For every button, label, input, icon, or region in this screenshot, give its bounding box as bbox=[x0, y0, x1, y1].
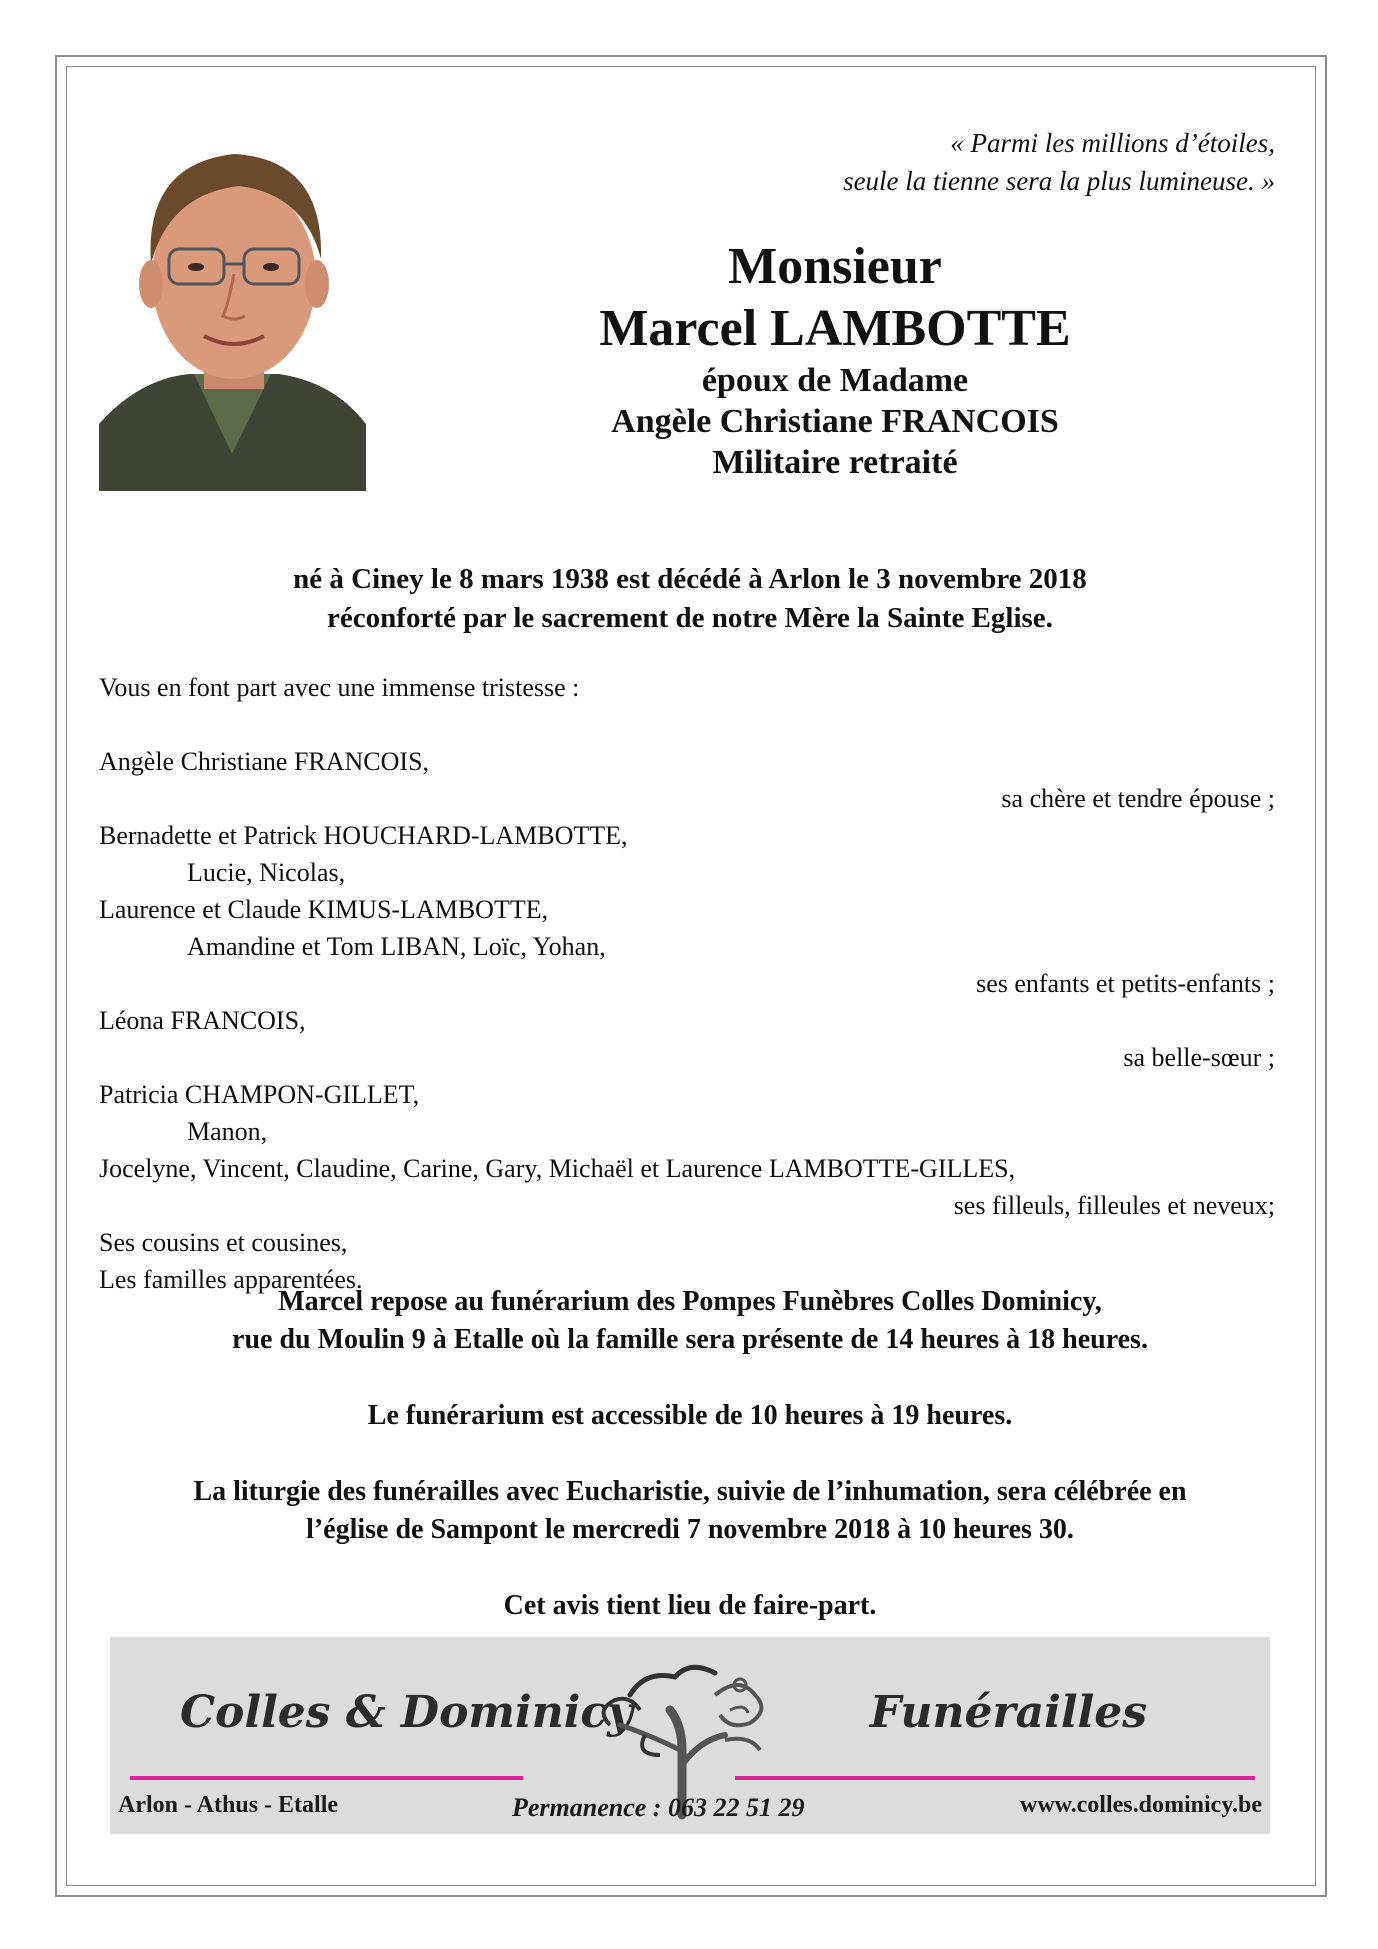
family-member: Jocelyne, Vincent, Claudine, Carine, Gary, Michaël et Laurence LAMBOTTE-GILLES, bbox=[99, 1154, 1016, 1183]
liturgy-line-2: l’église de Sampont le mercredi 7 novembre 2018 à 10 heures 30. bbox=[306, 1514, 1074, 1545]
family-member: Manon, bbox=[187, 1117, 268, 1146]
website: www.colles.dominicy.be bbox=[1019, 1792, 1262, 1818]
family-member: Amandine et Tom LIBAN, Loïc, Yohan, bbox=[187, 932, 606, 961]
accent-line-right bbox=[735, 1776, 1255, 1780]
liturgy-line-1: La liturgie des funérailles avec Eucharistie, suivie de l’inhumation, sera célébrée en bbox=[193, 1476, 1187, 1507]
deceased-name: Marcel LAMBOTTE bbox=[599, 300, 1071, 357]
family-role: ses filleuls, filleules et neveux; bbox=[953, 1191, 1275, 1220]
brand-tagline: Funérailles bbox=[870, 1687, 1148, 1738]
heading-block bbox=[440, 236, 1230, 483]
family-member: Laurence et Claude KIMUS-LAMBOTTE, bbox=[99, 895, 549, 924]
funeral-info bbox=[100, 1283, 1280, 1625]
dates-block bbox=[100, 560, 1280, 638]
funeral-home-banner bbox=[110, 1637, 1270, 1834]
spouse-name: Angèle Christiane FRANCOIS bbox=[611, 403, 1059, 440]
announcement-intro: Vous en font part avec une immense tristesse : bbox=[99, 673, 580, 702]
birth-death-line: né à Ciney le 8 mars 1938 est décédé à Arlon le 3 novembre 2018 bbox=[293, 563, 1087, 595]
access-hours: Le funérarium est accessible de 10 heures à 19 heures. bbox=[367, 1400, 1013, 1431]
portrait-photo bbox=[99, 124, 366, 491]
family-role: ses enfants et petits-enfants ; bbox=[976, 969, 1275, 998]
quote bbox=[843, 124, 1275, 200]
family-role: sa chère et tendre épouse ; bbox=[1001, 784, 1275, 813]
occupation: Militaire retraité bbox=[712, 444, 958, 481]
family-member: Lucie, Nicolas, bbox=[187, 858, 346, 887]
phone-number: Permanence : 063 22 51 29 bbox=[512, 1793, 805, 1822]
quote-line-2: seule la tienne sera la plus lumineuse. » bbox=[843, 166, 1275, 196]
repose-line-2: rue du Moulin 9 à Etalle où la famille sera présente de 14 heures à 18 heures. bbox=[232, 1324, 1148, 1355]
repose-line-1: Marcel repose au funérarium des Pompes Funèbres Colles Dominicy, bbox=[278, 1286, 1102, 1317]
notice-line: Cet avis tient lieu de faire-part. bbox=[503, 1590, 877, 1621]
family-member: Ses cousins et cousines, bbox=[99, 1228, 348, 1257]
sacrament-line: réconforté par le sacrement de notre Mère la Sainte Eglise. bbox=[327, 602, 1053, 634]
brand-name: Colles & Dominicy bbox=[180, 1687, 633, 1738]
honorific: Monsieur bbox=[728, 238, 942, 295]
family-member: Angèle Christiane FRANCOIS, bbox=[99, 747, 430, 776]
portrait-illustration bbox=[99, 124, 366, 491]
quote-line-1: « Parmi les millions d’étoiles, bbox=[950, 128, 1275, 158]
spouse-intro: époux de Madame bbox=[701, 362, 969, 399]
family-role: sa belle-sœur ; bbox=[1123, 1043, 1275, 1072]
family-member: Bernadette et Patrick HOUCHARD-LAMBOTTE, bbox=[99, 821, 628, 850]
locations: Arlon - Athus - Etalle bbox=[118, 1792, 339, 1818]
family-member: Léona FRANCOIS, bbox=[99, 1006, 306, 1035]
announcement-list bbox=[99, 669, 1275, 1298]
accent-line-left bbox=[130, 1776, 523, 1780]
family-member: Patricia CHAMPON-GILLET, bbox=[99, 1080, 420, 1109]
family-member: Les familles apparentées. bbox=[99, 1265, 363, 1294]
